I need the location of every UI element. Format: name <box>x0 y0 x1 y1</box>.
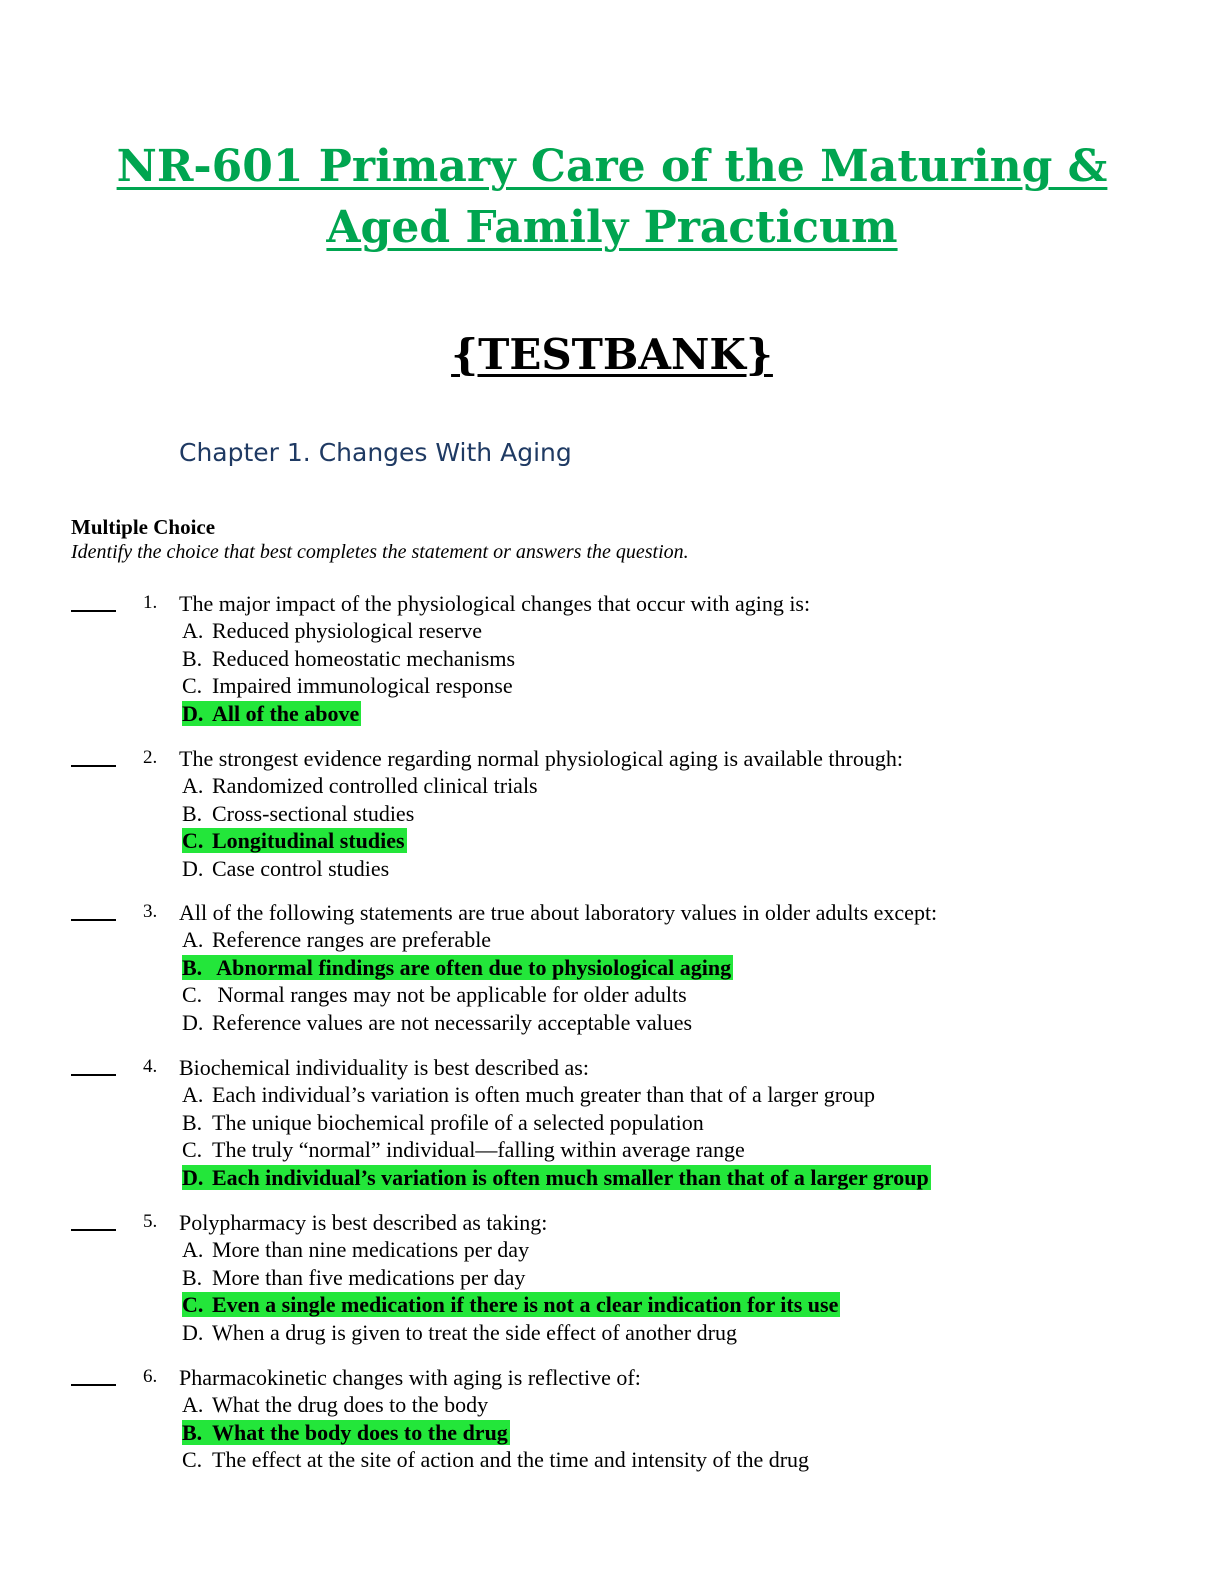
choice-text: Cross-sectional studies <box>212 800 415 826</box>
answer-choice <box>182 800 538 828</box>
highlighted-answer <box>182 955 733 980</box>
answer-choice <box>182 1009 733 1037</box>
choice-content <box>182 1010 692 1035</box>
correct-choice <box>182 1164 931 1192</box>
choice-text: Each individual’s variation is often much greater than that of a larger group <box>212 1082 876 1107</box>
choice-letter: B. <box>182 800 203 826</box>
question-number: 2. <box>143 747 158 768</box>
highlighted-answer <box>182 828 407 853</box>
choice-list <box>182 1081 931 1191</box>
choice-list <box>182 1391 809 1474</box>
choice-content <box>182 646 515 671</box>
choice-text: More than nine medications per day <box>212 1237 530 1262</box>
correct-choice <box>182 700 515 728</box>
highlighted-answer <box>182 1292 840 1317</box>
choice-text: What the drug does to the body <box>212 1392 489 1417</box>
choice-content <box>182 927 491 952</box>
choice-letter: C. <box>182 1292 204 1318</box>
highlighted-answer <box>182 1420 510 1445</box>
choice-text: Even a single medication if there is not a clear indication for its use <box>212 1292 839 1318</box>
choice-content <box>182 1447 809 1472</box>
choice-content <box>182 801 414 826</box>
question-text: Pharmacokinetic changes with aging is reflective of: <box>179 1365 641 1390</box>
answer-choice <box>182 645 515 673</box>
answer-choice <box>182 617 515 645</box>
answer-choice <box>182 1446 809 1474</box>
correct-choice <box>182 1291 840 1319</box>
choice-list <box>182 772 538 882</box>
choice-letter: C. <box>182 1447 203 1473</box>
choice-letter: D. <box>182 700 204 726</box>
choice-text: Longitudinal studies <box>212 828 405 854</box>
answer-blank[interactable] <box>71 919 116 921</box>
choice-letter: D. <box>182 1164 204 1190</box>
answer-blank[interactable] <box>71 1074 116 1076</box>
choice-content <box>182 1320 737 1345</box>
choice-text: The unique biochemical profile of a selected population <box>212 1109 704 1135</box>
question-text: Polypharmacy is best described as taking: <box>179 1210 548 1235</box>
choice-text: All of the above <box>212 700 360 726</box>
section-title: Multiple Choice <box>71 515 216 539</box>
highlighted-answer <box>182 1165 931 1190</box>
choice-content <box>182 1110 704 1135</box>
choice-text: Reduced physiological reserve <box>212 618 483 643</box>
answer-choice <box>182 1109 931 1137</box>
choice-letter: A. <box>182 927 204 952</box>
choice-content <box>182 673 513 698</box>
choice-text: Abnormal findings are often due to physiological aging <box>212 954 732 980</box>
choice-letter: D. <box>182 1009 204 1035</box>
question-text: All of the following statements are true about laboratory values in older adults except: <box>179 900 938 925</box>
choice-text: When a drug is given to treat the side effect of another drug <box>212 1319 737 1345</box>
choice-text: The effect at the site of action and the time and intensity of the drug <box>212 1447 810 1473</box>
correct-choice <box>182 954 733 982</box>
correct-choice <box>182 827 538 855</box>
question-number: 5. <box>143 1211 158 1232</box>
choice-letter: A. <box>182 1392 204 1417</box>
choice-text: More than five medications per day <box>212 1264 526 1290</box>
choice-list <box>182 1236 840 1346</box>
choice-content <box>182 1265 525 1290</box>
document-title-line-2: Aged Family Practicum <box>326 202 898 253</box>
chapter-heading: Chapter 1. Changes With Aging <box>179 438 572 467</box>
correct-choice <box>182 1419 809 1447</box>
question-number: 4. <box>143 1056 158 1077</box>
choice-letter: D. <box>182 1319 204 1345</box>
question-text: The strongest evidence regarding normal physiological aging is available through: <box>179 746 903 771</box>
choice-text: Reduced homeostatic mechanisms <box>212 645 516 671</box>
choice-list <box>182 926 733 1036</box>
answer-choice <box>182 1391 809 1419</box>
choice-text: Reference ranges are preferable <box>212 927 492 952</box>
answer-blank[interactable] <box>71 1229 116 1231</box>
instructions: Identify the choice that best completes the statement or answers the question. <box>71 541 689 563</box>
choice-letter: C. <box>182 673 203 699</box>
choice-letter: C. <box>182 828 204 854</box>
choice-letter: B. <box>182 1264 203 1290</box>
answer-choice <box>182 981 733 1009</box>
answer-blank[interactable] <box>71 765 116 767</box>
answer-choice <box>182 1264 840 1292</box>
choice-letter: A. <box>182 1082 204 1107</box>
question-text: The major impact of the physiological changes that occur with aging is: <box>179 591 811 616</box>
choice-letter: B. <box>182 1419 203 1445</box>
answer-choice <box>182 926 733 954</box>
answer-choice <box>182 672 515 700</box>
choice-letter: D. <box>182 855 204 881</box>
answer-choice <box>182 1236 840 1264</box>
question-text: Biochemical individuality is best described as: <box>179 1055 589 1080</box>
choice-letter: A. <box>182 1237 204 1262</box>
choice-text: Reference values are not necessarily acceptable values <box>212 1009 693 1035</box>
testbank-heading: {TESTBANK} <box>451 330 773 379</box>
answer-choice <box>182 1136 931 1164</box>
answer-blank[interactable] <box>71 1384 116 1386</box>
choice-content <box>182 856 389 881</box>
answer-choice <box>182 1319 840 1347</box>
question-number: 1. <box>143 592 158 613</box>
choice-text: Randomized controlled clinical trials <box>212 773 538 798</box>
choice-letter: C. <box>182 1137 203 1163</box>
choice-letter: C. <box>182 982 203 1008</box>
choice-content <box>182 1392 488 1417</box>
choice-text: Each individual’s variation is often much smaller than that of a larger group <box>212 1164 929 1190</box>
document-title-line-1: NR-601 Primary Care of the Maturing & <box>116 141 1108 192</box>
choice-letter: A. <box>182 618 204 643</box>
question-number: 6. <box>143 1366 158 1387</box>
choice-list <box>182 617 515 727</box>
choice-text: Normal ranges may not be applicable for older adults <box>212 982 687 1008</box>
answer-choice <box>182 772 538 800</box>
answer-choice <box>182 855 538 883</box>
question-number: 3. <box>143 901 158 922</box>
choice-content <box>182 1137 745 1162</box>
choice-letter: B. <box>182 645 203 671</box>
choice-text: The truly “normal” individual—falling within average range <box>212 1137 745 1163</box>
choice-content <box>182 618 482 643</box>
choice-content <box>182 773 538 798</box>
highlighted-answer <box>182 701 361 726</box>
choice-content <box>182 1237 529 1262</box>
choice-text: Case control studies <box>212 855 390 881</box>
choice-content <box>182 982 687 1007</box>
choice-text: Impaired immunological response <box>212 673 513 699</box>
choice-letter: B. <box>182 954 203 980</box>
choice-letter: B. <box>182 1109 203 1135</box>
choice-content <box>182 1082 875 1107</box>
answer-blank[interactable] <box>71 610 116 612</box>
answer-choice <box>182 1081 931 1109</box>
choice-letter: A. <box>182 773 204 798</box>
choice-text: What the body does to the drug <box>212 1419 508 1445</box>
